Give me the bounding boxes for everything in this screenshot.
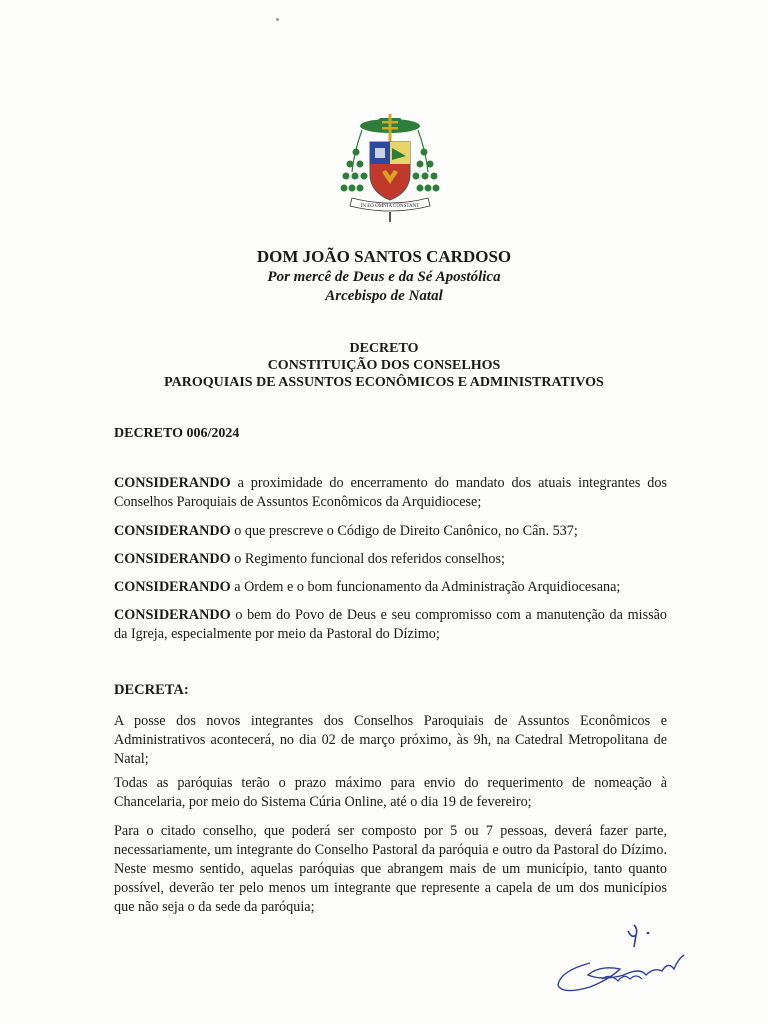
considerando-2 [114, 522, 667, 541]
coat-of-arms [338, 112, 442, 230]
scan-speck [276, 18, 279, 21]
title-line-2: CONSTITUIÇÃO DOS CONSELHOS [267, 358, 501, 373]
considerando-keyword: CONSIDERANDO [114, 607, 231, 623]
considerando-1 [114, 474, 667, 512]
decreta-heading: DECRETA: [114, 682, 189, 698]
paragraph-3: Para o citado conselho, que poderá ser composto por 5 ou 7 pessoas, deverá fazer parte, necessariamente, um integrante do Conselho Pastoral da paróquia e outro da Pastoral do Dízimo. Neste mesmo sentido, aquelas paróquias que abrangem mais de um município, tanto quanto possível, deverão ter pelo menos um integrante que represente a capela de um dos municípios que não seja o da sede da paróquia; [114, 823, 667, 915]
tassels-left [341, 130, 368, 192]
header-line-1: Por mercê de Deus e da Sé Apostólica [267, 269, 501, 285]
handwritten-signature [550, 915, 690, 1005]
paragraph-2: Todas as paróquias terão o prazo máximo para envio do requerimento de nomeação à Chancelaria, por meio do Sistema Cúria Online, até o dia 19 de fevereiro; [114, 775, 667, 810]
paragraph-1: A posse dos novos integrantes dos Conselhos Paroquiais de Assuntos Econômicos e Administrativos acontecerá, no dia 02 de março próximo, às 9h, na Catedral Metropolitana de Natal; [114, 713, 667, 767]
considerando-5 [114, 606, 667, 644]
considerando-keyword: CONSIDERANDO [114, 551, 231, 567]
decree-number: DECRETO 006/2024 [114, 426, 240, 441]
considerando-text: a Ordem e o bom funcionamento da Administração Arquidiocesana; [230, 579, 621, 595]
considerando-keyword: CONSIDERANDO [114, 523, 231, 539]
considerando-text: o que prescreve o Código de Direito Canônico, no Cân. 537; [230, 523, 578, 539]
considerando-3 [114, 550, 667, 569]
motto-text: IN EO OMNIA CONSTANT [360, 204, 420, 209]
considerando-text: o Regimento funcional dos referidos conselhos; [230, 551, 505, 567]
considerando-keyword: CONSIDERANDO [114, 579, 231, 595]
title-line-1: DECRETO [349, 341, 419, 356]
tassels-right [413, 130, 440, 192]
considerando-text: a proximidade do encerramento do mandato dos atuais integrantes dos Conselhos Paroquiais de Assuntos Econômicos da Arquidiocese; [114, 475, 667, 510]
header-line-2: Arcebispo de Natal [325, 288, 443, 304]
archbishop-name: DOM JOÃO SANTOS CARDOSO [256, 247, 512, 266]
considerando-4 [114, 578, 667, 597]
considerando-text: o bem do Povo de Deus e seu compromisso com a manutenção da missão da Igreja, especialmente por meio da Pastoral do Dízimo; [114, 607, 667, 642]
title-line-3: PAROQUIAIS DE ASSUNTOS ECONÔMICOS E ADMINISTRATIVOS [164, 375, 604, 390]
header-block [0, 246, 768, 306]
decree-title [0, 340, 768, 391]
considerando-keyword: CONSIDERANDO [114, 475, 231, 491]
